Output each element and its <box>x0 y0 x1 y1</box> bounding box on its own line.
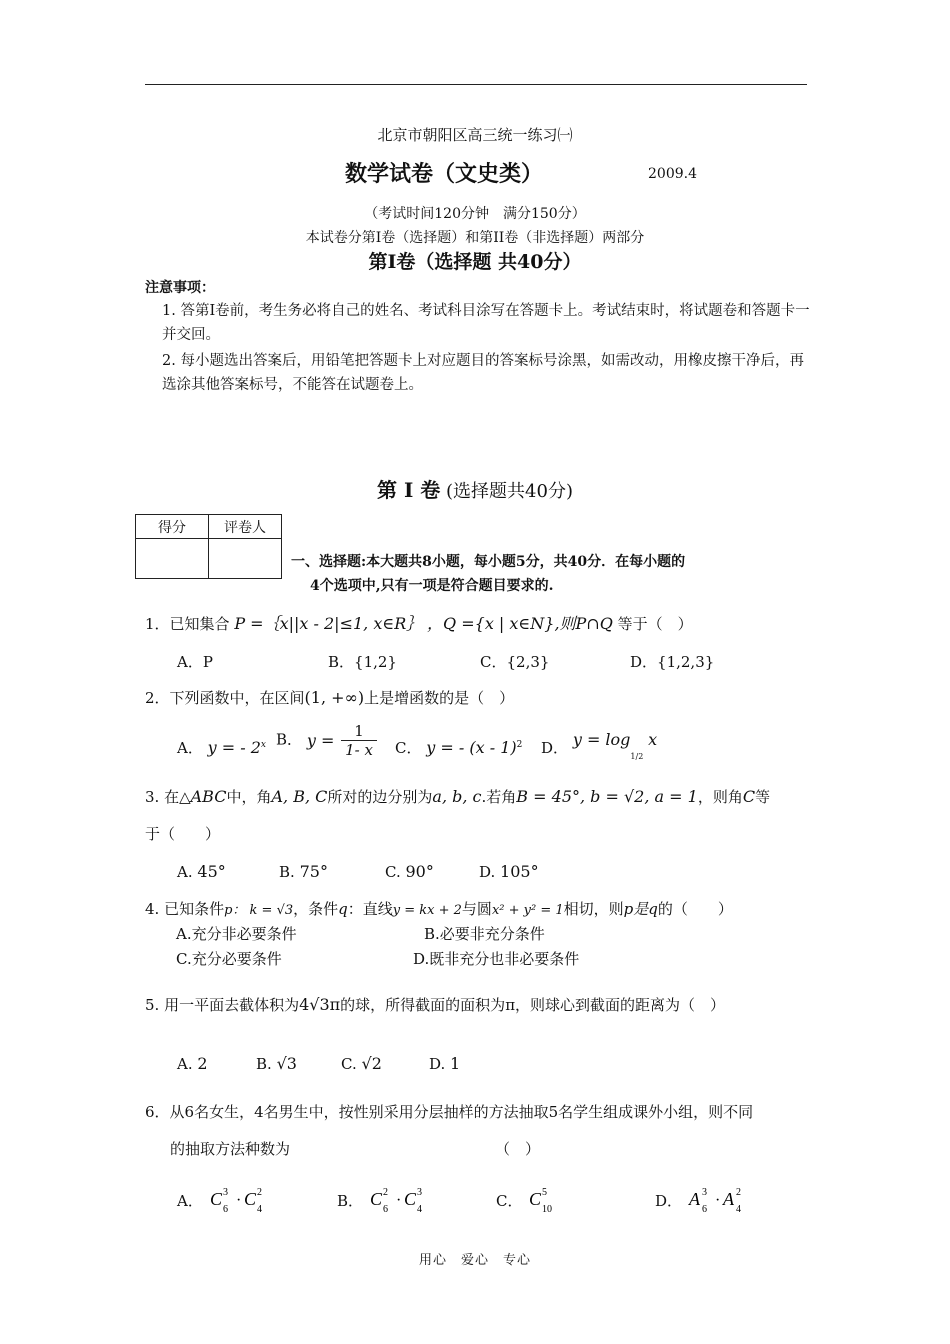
q3-c-label: C. <box>385 863 401 881</box>
q2-a-sup: x <box>260 740 266 750</box>
volume-title: 第I卷（选择题 共40分） <box>368 251 582 273</box>
q5-c-value: √2 <box>361 1054 382 1073</box>
q3-angles: A, B, C <box>271 787 328 806</box>
svg-text:·: · <box>714 1192 721 1209</box>
q5-a-value: 2 <box>197 1054 208 1073</box>
q3-option-c[interactable] <box>385 862 434 881</box>
time-info: （考试时间120分钟 满分150分） <box>364 206 586 222</box>
q5-volume: 4√3π <box>299 995 341 1014</box>
q5-d-value: 1 <box>450 1054 461 1073</box>
q1-prefix: 1．已知集合 <box>145 615 230 633</box>
q2-d-label: D． <box>541 739 569 757</box>
q4-p-is-q: p是q <box>623 900 658 918</box>
q6-c-formula <box>527 1185 567 1219</box>
q5-option-b[interactable] <box>256 1054 297 1073</box>
q5-option-a[interactable] <box>177 1054 208 1073</box>
q5-d-label: D. <box>429 1055 446 1073</box>
svg-text:4: 4 <box>735 1204 741 1215</box>
q5-c-label: C. <box>341 1055 357 1073</box>
q3-a-label: A. <box>177 863 193 881</box>
question-5-stem <box>145 994 725 1015</box>
q2-b-lhs: y = <box>306 731 335 750</box>
q5-text-c: ，则球心到截面的距离为（ ） <box>515 996 726 1014</box>
q3-b-value: 75° <box>299 862 328 881</box>
svg-text:6: 6 <box>382 1204 388 1215</box>
notice-heading: 注意事项： <box>145 280 215 296</box>
q5-b-value: √3 <box>276 1054 297 1073</box>
section-title-bold: 第 I 卷 <box>377 478 441 502</box>
svg-text:4: 4 <box>256 1204 262 1215</box>
svg-text:5: 5 <box>542 1187 548 1198</box>
q3-text-b: 中，角 <box>226 788 272 806</box>
grader-header: 评卷人 <box>209 515 282 539</box>
q4-text-c: ：直线 <box>347 900 393 918</box>
question-6-stem-line-2: 的抽取方法种数为 <box>170 1140 291 1158</box>
q6-option-c[interactable] <box>496 1185 567 1219</box>
q1-option-a[interactable]: A．P <box>177 653 213 671</box>
q3-text-a: 3. 在△ <box>145 788 191 806</box>
question-6-stem-line-1: 6．从6名女生，4名男生中，按性别采用分层抽样的方法抽取5名学生组成课外小组，则不同 <box>145 1103 754 1121</box>
q1-set-p: P =｛x||x - 2|≤1, x∈R｝ <box>234 614 423 633</box>
svg-text:A: A <box>688 1189 700 1209</box>
q2-option-b[interactable] <box>276 722 379 759</box>
svg-text:C: C <box>369 1189 382 1209</box>
question-3-stem-line-1 <box>145 786 770 807</box>
svg-text:C: C <box>243 1189 256 1209</box>
q6-option-b[interactable] <box>337 1185 438 1219</box>
q6-d-label: D． <box>655 1192 683 1210</box>
q3-text-c: 所对的边分别为 <box>327 788 433 806</box>
svg-text:A: A <box>722 1189 734 1209</box>
svg-text:C: C <box>403 1189 416 1209</box>
q2-d-sub: 1/2 <box>630 752 644 761</box>
score-header: 得分 <box>136 515 209 539</box>
q2-stem-text: 2．下列函数中，在区间 <box>145 689 305 707</box>
q3-c-value: 90° <box>405 862 434 881</box>
q3-angle-c: C <box>742 787 756 806</box>
q3-triangle: ABC <box>190 787 227 806</box>
exam-title: 数学试卷（文史类） <box>345 161 544 187</box>
q3-option-a[interactable] <box>177 862 226 881</box>
top-rule <box>145 84 807 85</box>
svg-text:2: 2 <box>256 1187 262 1198</box>
q4-text-b: ，条件 <box>293 900 339 918</box>
svg-text:4: 4 <box>416 1204 422 1215</box>
q2-a-expr: y = - 2 <box>207 738 261 757</box>
q3-sides: a, b, c <box>432 787 482 806</box>
grader-cell[interactable] <box>209 539 282 579</box>
q4-text-a: 4. 已知条件 <box>145 900 225 918</box>
svg-text:C: C <box>209 1189 222 1209</box>
q3-option-b[interactable] <box>279 862 328 881</box>
q2-b-label: B． <box>276 730 303 749</box>
q6-b-label: B． <box>337 1192 364 1210</box>
svg-text:·: · <box>235 1192 241 1209</box>
q6-d-formula <box>687 1185 757 1219</box>
q5-text-a: 5. 用一平面去截体积为 <box>145 996 300 1014</box>
q2-c-label: C． <box>395 739 422 757</box>
section-title-rest: (选择题共40分) <box>446 481 573 502</box>
svg-text:6: 6 <box>701 1204 707 1215</box>
q2-d-var: x <box>648 730 658 749</box>
q4-option-b[interactable]: B.必要非充分条件 <box>424 925 545 943</box>
instruction-line-2: 4个选项中,只有一项是符合题目要求的. <box>310 578 554 594</box>
q4-line-eq: y = kx + 2 <box>392 903 462 918</box>
parts-info: 本试卷分第I卷（选择题）和第II卷（非选择题）两部分 <box>305 230 645 246</box>
q2-d-expr: y = log <box>572 730 631 749</box>
svg-text:C: C <box>529 1189 542 1209</box>
q6-c-label: C． <box>496 1192 523 1210</box>
q6-a-formula <box>208 1185 278 1219</box>
q1-option-b[interactable]: B．{1,2} <box>328 653 397 671</box>
svg-text:·: · <box>395 1192 402 1209</box>
q2-stem-suffix: 上是增函数的是（ ） <box>364 689 515 707</box>
score-table <box>135 514 282 579</box>
q2-b-den: 1- x <box>345 741 373 759</box>
exam-source: 北京市朝阳区高三统一练习㈠ <box>377 126 573 144</box>
q3-condition: B = 45°, b = √2, a = 1 <box>516 787 698 806</box>
q2-a-label: A． <box>177 739 203 757</box>
q3-text-f: 等 <box>755 788 771 806</box>
q2-option-c[interactable] <box>395 737 522 758</box>
q6-option-a[interactable] <box>177 1185 278 1219</box>
q3-text-e: ，则角 <box>697 788 743 806</box>
q5-text-b: 的球，所得截面的面积为 <box>340 996 506 1014</box>
q3-option-d[interactable] <box>479 862 539 881</box>
svg-text:6: 6 <box>222 1204 228 1215</box>
q2-option-d[interactable] <box>541 730 658 761</box>
q4-option-c[interactable]: C.充分必要条件 <box>176 950 282 968</box>
q1-option-c[interactable]: C．{2,3} <box>480 653 550 671</box>
q5-area: π <box>505 996 516 1014</box>
question-4-stem <box>145 898 733 919</box>
q4-circle-eq: x² + y² = 1 <box>491 903 564 918</box>
score-cell[interactable] <box>136 539 209 579</box>
q1-suffix: 等于（ ） <box>617 615 693 633</box>
svg-text:3: 3 <box>416 1187 422 1198</box>
q6-option-d[interactable] <box>655 1185 757 1219</box>
svg-text:2: 2 <box>735 1187 741 1198</box>
q4-p-condition: p： k = √3 <box>224 903 294 918</box>
q4-text-f: 的（ ） <box>657 900 733 918</box>
svg-text:3: 3 <box>222 1187 228 1198</box>
q3-text-d: .若角 <box>481 788 517 806</box>
q1-set-q: ，Q ={x | x∈N},则P∩Q <box>427 614 613 633</box>
notice-item-2: 2. 每小题选出答案后，用铅笔把答题卡上对应题目的答案标号涂黑，如需改动，用橡皮擦干净后，再选涂其他答案标号，不能答在试题卷上。 <box>162 353 804 393</box>
svg-text:2: 2 <box>382 1187 388 1198</box>
q3-d-label: D. <box>479 863 496 881</box>
notice-item-1: 1. 答第I卷前，考生务必将自己的姓名、考试科目涂写在答题卡上。考试结束时，将试题卷和答题卡一并交回。 <box>162 303 810 343</box>
q5-option-d[interactable] <box>429 1054 460 1073</box>
q2-c-sup: 2 <box>516 740 523 750</box>
question-6-paren: （ ） <box>495 1140 541 1158</box>
svg-text:3: 3 <box>701 1187 707 1198</box>
q3-a-value: 45° <box>197 862 226 881</box>
q3-b-label: B. <box>279 863 295 881</box>
question-3-stem-line-2: 于（ ） <box>145 825 221 843</box>
section-title <box>0 474 950 503</box>
q4-text-d: 与圆 <box>461 900 492 918</box>
q6-a-label: A． <box>177 1192 203 1210</box>
q2-interval: (1, +∞) <box>304 688 365 707</box>
svg-text:10: 10 <box>542 1204 553 1215</box>
q5-b-label: B. <box>256 1055 272 1073</box>
q2-option-a[interactable] <box>177 737 266 758</box>
q2-b-fraction <box>341 722 377 759</box>
instruction-line-1: 一、选择题:本大题共8小题，每小题5分，共40分．在每小题的 <box>291 554 686 570</box>
question-2-stem <box>145 687 514 708</box>
q4-q-name: q <box>338 900 348 918</box>
q6-b-formula <box>368 1185 438 1219</box>
q3-d-value: 105° <box>500 862 539 881</box>
q1-option-d[interactable]: D．{1,2,3} <box>630 653 715 671</box>
q2-c-expr: y = - (x - 1) <box>426 738 517 757</box>
q5-a-label: A. <box>177 1055 193 1073</box>
q4-option-a[interactable]: A.充分非必要条件 <box>176 925 297 943</box>
page-footer: 用心 爱心 专心 <box>418 1253 531 1268</box>
q2-b-num: 1 <box>341 722 377 741</box>
question-1-stem <box>145 611 693 634</box>
exam-date: 2009.4 <box>648 166 697 182</box>
q4-text-e: 相切，则 <box>563 900 624 918</box>
q4-option-d[interactable]: D.既非充分也非必要条件 <box>413 950 580 968</box>
q5-option-c[interactable] <box>341 1054 382 1073</box>
